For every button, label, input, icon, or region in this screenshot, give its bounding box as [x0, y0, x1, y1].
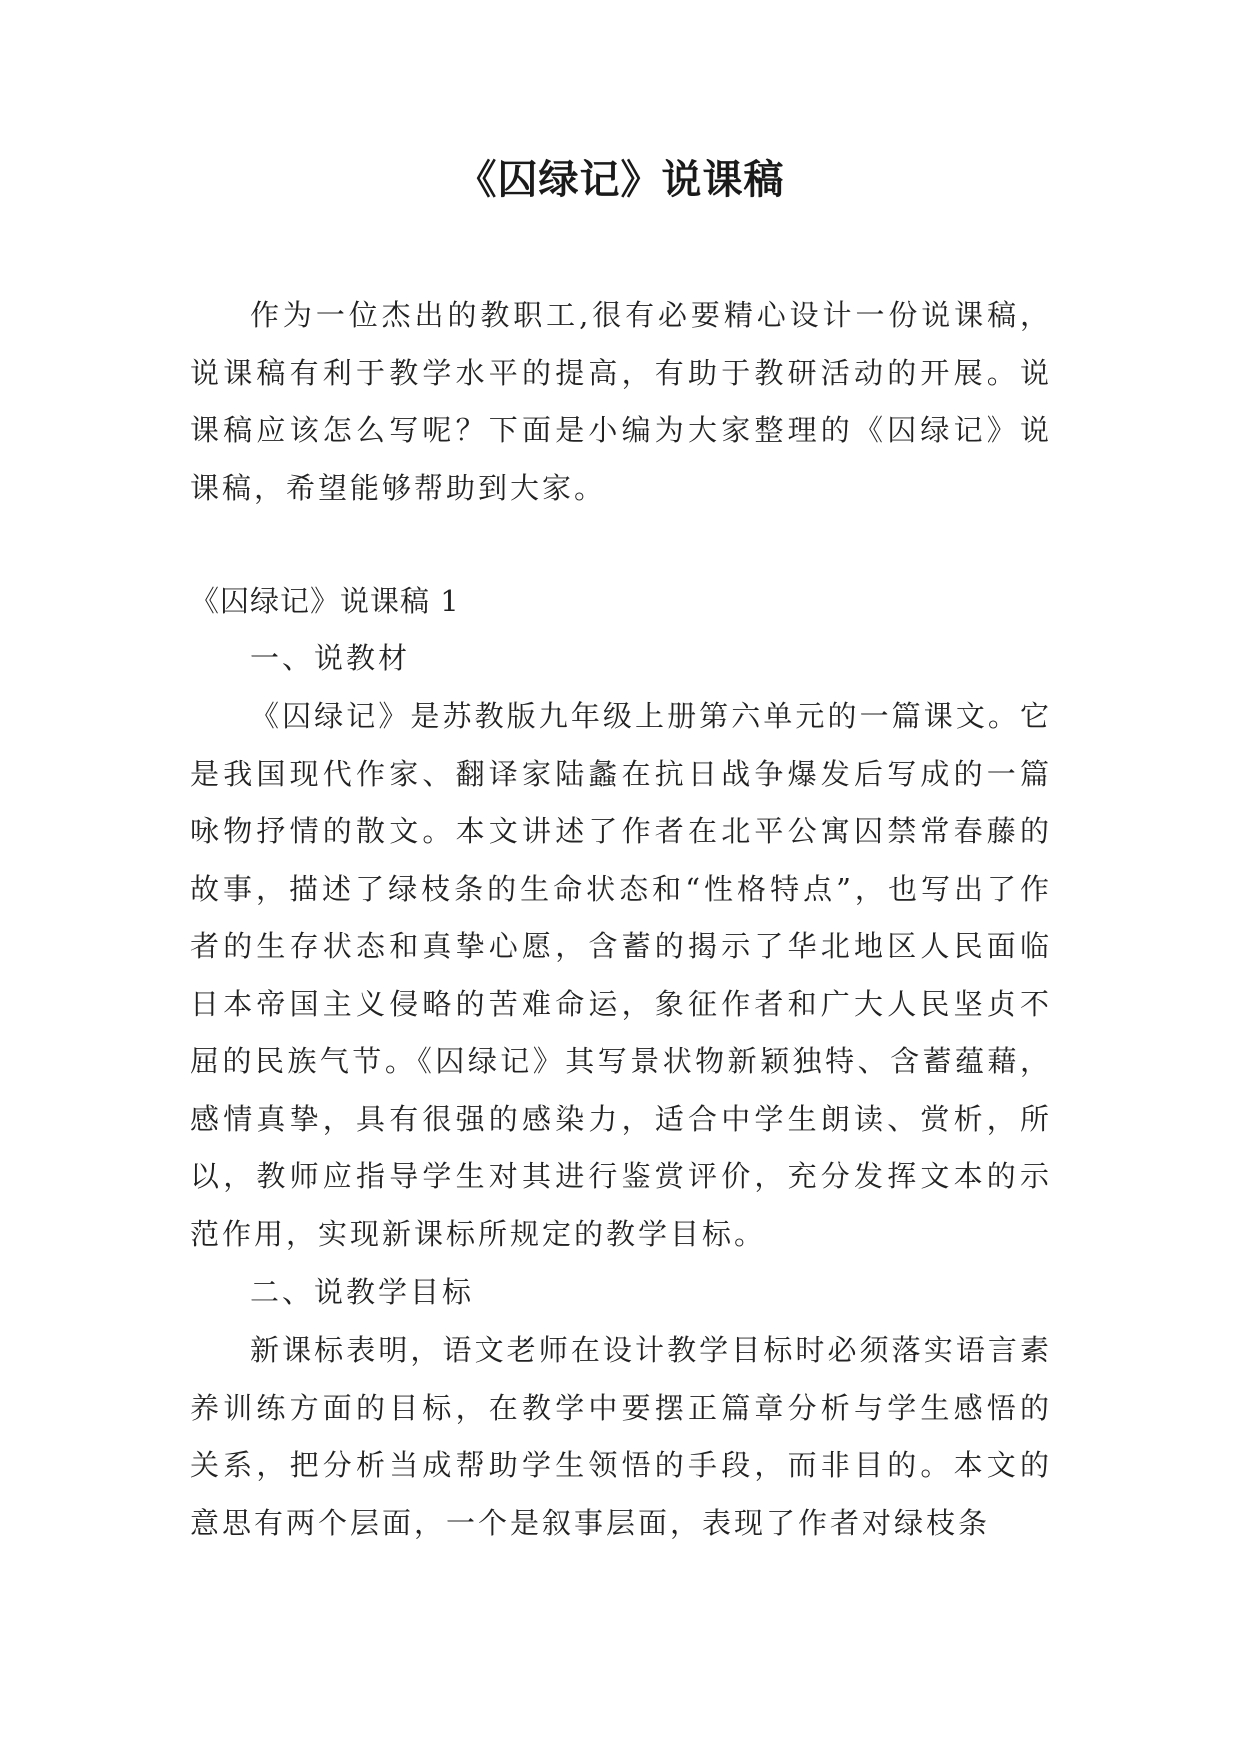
document-title: 《囚绿记》说课稿	[456, 157, 785, 203]
paragraph-teaching-material: 《囚绿记》是苏教版九年级上册第六单元的一篇课文。它是我国现代作家、翻译家陆蠡在抗日战争爆发后写成的一篇咏物抒情的散文。本文讲述了作者在北平公寓囚禁常春藤的故事，描述了绿枝条的生命状态和“性格特点”，也写出了作者的生存状态和真挚心愿，含蓄的揭示了华北地区人民面临日本帝国主义侵略的苦难命运，象征作者和广大人民坚贞不屈的民族气节。《囚绿记》其写景状物新颖独特、含蓄蕴藉，感情真挚，具有很强的感染力，适合中学生朗读、赏析，所以，教师应指导学生对其进行鉴赏评价，充分发挥文本的示范作用，实现新课标所规定的教学目标。	[190, 699, 1052, 1251]
section-heading: 《囚绿记》说课稿 1	[190, 584, 460, 618]
paragraph-teaching-goals: 新课标表明，语文老师在设计教学目标时必须落实语言素养训练方面的目标，在教学中要摆正篇章分析与学生感悟的关系，把分析当成帮助学生领悟的手段，而非目的。本文的意思有两个层面，一个是叙事层面，表现了作者对绿枝条	[190, 1333, 1052, 1540]
intro-paragraph: 作为一位杰出的教职工,很有必要精心设计一份说课稿，说课稿有利于教学水平的提高，有助于教研活动的开展。说课稿应该怎么写呢？下面是小编为大家整理的《囚绿记》说课稿，希望能够帮助到大家。	[190, 298, 1052, 505]
subheading-teaching-material: 一、说教材	[250, 641, 411, 675]
subheading-teaching-goals: 二、说教学目标	[250, 1275, 475, 1309]
